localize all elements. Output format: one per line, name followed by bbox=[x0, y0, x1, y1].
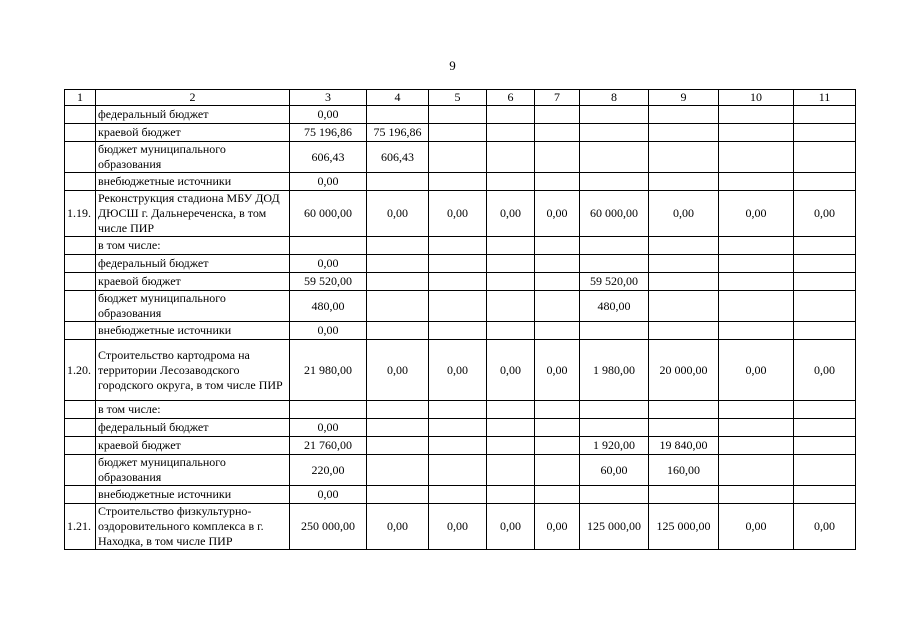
value-cell-col-6 bbox=[487, 486, 535, 504]
value-cell-col-6: 0,00 bbox=[487, 504, 535, 550]
value-cell-col-8 bbox=[580, 142, 649, 173]
column-number-2: 2 bbox=[96, 90, 290, 106]
item-index: 1.20. bbox=[65, 340, 96, 401]
value-cell-col-8: 1 980,00 bbox=[580, 340, 649, 401]
value-cell-col-11 bbox=[794, 291, 856, 322]
value-cell-col-3: 606,43 bbox=[290, 142, 367, 173]
item-index bbox=[65, 106, 96, 124]
value-cell-col-8 bbox=[580, 106, 649, 124]
item-description: Реконструкция стадиона МБУ ДОД ДЮСШ г. Дальнереченска, в том числе ПИР bbox=[96, 191, 290, 237]
value-cell-col-5 bbox=[429, 173, 487, 191]
value-cell-col-3: 0,00 bbox=[290, 486, 367, 504]
value-cell-col-8 bbox=[580, 419, 649, 437]
item-index bbox=[65, 173, 96, 191]
column-number-11: 11 bbox=[794, 90, 856, 106]
value-cell-col-9: 160,00 bbox=[649, 455, 719, 486]
value-cell-col-8 bbox=[580, 255, 649, 273]
value-cell-col-6 bbox=[487, 322, 535, 340]
item-description: Строительство физкультурно-оздоровительного комплекса в г. Находка, в том числе ПИР bbox=[96, 504, 290, 550]
value-cell-col-5 bbox=[429, 419, 487, 437]
table-row bbox=[65, 191, 856, 237]
value-cell-col-10 bbox=[719, 291, 794, 322]
value-cell-col-3: 60 000,00 bbox=[290, 191, 367, 237]
table-row bbox=[65, 419, 856, 437]
value-cell-col-5 bbox=[429, 322, 487, 340]
value-cell-col-6 bbox=[487, 291, 535, 322]
value-cell-col-6 bbox=[487, 419, 535, 437]
value-cell-col-6 bbox=[487, 255, 535, 273]
value-cell-col-10: 0,00 bbox=[719, 191, 794, 237]
value-cell-col-5 bbox=[429, 124, 487, 142]
value-cell-col-5 bbox=[429, 401, 487, 419]
table-row bbox=[65, 237, 856, 255]
value-cell-col-9 bbox=[649, 142, 719, 173]
table-row bbox=[65, 340, 856, 401]
item-description: федеральный бюджет bbox=[96, 419, 290, 437]
value-cell-col-5: 0,00 bbox=[429, 504, 487, 550]
value-cell-col-4 bbox=[367, 455, 429, 486]
value-cell-col-10: 0,00 bbox=[719, 504, 794, 550]
item-index bbox=[65, 322, 96, 340]
value-cell-col-9: 20 000,00 bbox=[649, 340, 719, 401]
item-index bbox=[65, 237, 96, 255]
item-index bbox=[65, 437, 96, 455]
item-index bbox=[65, 124, 96, 142]
value-cell-col-6 bbox=[487, 237, 535, 255]
value-cell-col-3: 220,00 bbox=[290, 455, 367, 486]
value-cell-col-4: 0,00 bbox=[367, 504, 429, 550]
item-index: 1.19. bbox=[65, 191, 96, 237]
page-number: 9 bbox=[449, 58, 456, 73]
value-cell-col-5 bbox=[429, 273, 487, 291]
item-description: краевой бюджет bbox=[96, 124, 290, 142]
table-row bbox=[65, 173, 856, 191]
item-index bbox=[65, 142, 96, 173]
value-cell-col-6: 0,00 bbox=[487, 191, 535, 237]
value-cell-col-10 bbox=[719, 237, 794, 255]
value-cell-col-9 bbox=[649, 273, 719, 291]
value-cell-col-6 bbox=[487, 124, 535, 142]
value-cell-col-7 bbox=[535, 142, 580, 173]
item-description: внебюджетные источники bbox=[96, 322, 290, 340]
value-cell-col-7 bbox=[535, 322, 580, 340]
value-cell-col-6 bbox=[487, 401, 535, 419]
item-index bbox=[65, 455, 96, 486]
value-cell-col-10 bbox=[719, 486, 794, 504]
table-row bbox=[65, 255, 856, 273]
value-cell-col-4 bbox=[367, 255, 429, 273]
item-index bbox=[65, 401, 96, 419]
item-index bbox=[65, 273, 96, 291]
value-cell-col-8 bbox=[580, 401, 649, 419]
table-header-row bbox=[65, 90, 856, 106]
value-cell-col-9: 19 840,00 bbox=[649, 437, 719, 455]
value-cell-col-3: 250 000,00 bbox=[290, 504, 367, 550]
table-row bbox=[65, 401, 856, 419]
value-cell-col-3: 0,00 bbox=[290, 255, 367, 273]
value-cell-col-5 bbox=[429, 437, 487, 455]
value-cell-col-7 bbox=[535, 437, 580, 455]
value-cell-col-10 bbox=[719, 455, 794, 486]
value-cell-col-7: 0,00 bbox=[535, 340, 580, 401]
value-cell-col-11: 0,00 bbox=[794, 340, 856, 401]
value-cell-col-4 bbox=[367, 437, 429, 455]
value-cell-col-4: 606,43 bbox=[367, 142, 429, 173]
value-cell-col-6 bbox=[487, 106, 535, 124]
value-cell-col-9 bbox=[649, 291, 719, 322]
value-cell-col-4 bbox=[367, 486, 429, 504]
value-cell-col-7: 0,00 bbox=[535, 191, 580, 237]
value-cell-col-3: 0,00 bbox=[290, 419, 367, 437]
item-index bbox=[65, 419, 96, 437]
value-cell-col-10 bbox=[719, 255, 794, 273]
value-cell-col-5 bbox=[429, 486, 487, 504]
table-row bbox=[65, 455, 856, 486]
value-cell-col-11: 0,00 bbox=[794, 191, 856, 237]
value-cell-col-4: 75 196,86 bbox=[367, 124, 429, 142]
item-index bbox=[65, 291, 96, 322]
value-cell-col-9 bbox=[649, 124, 719, 142]
value-cell-col-4: 0,00 bbox=[367, 191, 429, 237]
item-description: в том числе: bbox=[96, 401, 290, 419]
value-cell-col-6 bbox=[487, 437, 535, 455]
value-cell-col-5 bbox=[429, 291, 487, 322]
value-cell-col-7 bbox=[535, 419, 580, 437]
value-cell-col-10: 0,00 bbox=[719, 340, 794, 401]
table-row bbox=[65, 504, 856, 550]
value-cell-col-11 bbox=[794, 419, 856, 437]
value-cell-col-9: 125 000,00 bbox=[649, 504, 719, 550]
value-cell-col-8: 480,00 bbox=[580, 291, 649, 322]
table-row bbox=[65, 486, 856, 504]
value-cell-col-10 bbox=[719, 124, 794, 142]
value-cell-col-11 bbox=[794, 401, 856, 419]
value-cell-col-11 bbox=[794, 486, 856, 504]
value-cell-col-7 bbox=[535, 237, 580, 255]
value-cell-col-3 bbox=[290, 401, 367, 419]
value-cell-col-4 bbox=[367, 173, 429, 191]
value-cell-col-4 bbox=[367, 237, 429, 255]
item-index bbox=[65, 255, 96, 273]
value-cell-col-7 bbox=[535, 455, 580, 486]
value-cell-col-6 bbox=[487, 273, 535, 291]
value-cell-col-8: 59 520,00 bbox=[580, 273, 649, 291]
value-cell-col-8: 125 000,00 bbox=[580, 504, 649, 550]
value-cell-col-5 bbox=[429, 142, 487, 173]
value-cell-col-3 bbox=[290, 237, 367, 255]
column-number-4: 4 bbox=[367, 90, 429, 106]
value-cell-col-7: 0,00 bbox=[535, 504, 580, 550]
value-cell-col-11 bbox=[794, 237, 856, 255]
value-cell-col-7 bbox=[535, 173, 580, 191]
value-cell-col-11 bbox=[794, 124, 856, 142]
value-cell-col-8 bbox=[580, 486, 649, 504]
value-cell-col-5: 0,00 bbox=[429, 340, 487, 401]
value-cell-col-10 bbox=[719, 106, 794, 124]
value-cell-col-11 bbox=[794, 142, 856, 173]
table-row bbox=[65, 437, 856, 455]
value-cell-col-3: 21 980,00 bbox=[290, 340, 367, 401]
value-cell-col-3: 59 520,00 bbox=[290, 273, 367, 291]
table-row bbox=[65, 124, 856, 142]
item-description: внебюджетные источники bbox=[96, 486, 290, 504]
value-cell-col-5 bbox=[429, 106, 487, 124]
value-cell-col-11 bbox=[794, 255, 856, 273]
value-cell-col-8 bbox=[580, 237, 649, 255]
table-row bbox=[65, 142, 856, 173]
table-row bbox=[65, 273, 856, 291]
value-cell-col-9 bbox=[649, 173, 719, 191]
item-description: внебюджетные источники bbox=[96, 173, 290, 191]
value-cell-col-6 bbox=[487, 142, 535, 173]
value-cell-col-3: 0,00 bbox=[290, 173, 367, 191]
value-cell-col-5 bbox=[429, 455, 487, 486]
value-cell-col-4 bbox=[367, 419, 429, 437]
column-number-6: 6 bbox=[487, 90, 535, 106]
value-cell-col-4 bbox=[367, 322, 429, 340]
value-cell-col-7 bbox=[535, 106, 580, 124]
item-description: бюджет муниципального образования bbox=[96, 142, 290, 173]
column-number-3: 3 bbox=[290, 90, 367, 106]
column-number-9: 9 bbox=[649, 90, 719, 106]
value-cell-col-11 bbox=[794, 173, 856, 191]
value-cell-col-6: 0,00 bbox=[487, 340, 535, 401]
value-cell-col-4 bbox=[367, 291, 429, 322]
value-cell-col-10 bbox=[719, 322, 794, 340]
value-cell-col-9: 0,00 bbox=[649, 191, 719, 237]
value-cell-col-7 bbox=[535, 255, 580, 273]
value-cell-col-10 bbox=[719, 401, 794, 419]
value-cell-col-10 bbox=[719, 173, 794, 191]
value-cell-col-11 bbox=[794, 437, 856, 455]
value-cell-col-3: 480,00 bbox=[290, 291, 367, 322]
item-description: в том числе: bbox=[96, 237, 290, 255]
value-cell-col-9 bbox=[649, 255, 719, 273]
value-cell-col-6 bbox=[487, 455, 535, 486]
value-cell-col-9 bbox=[649, 401, 719, 419]
value-cell-col-4 bbox=[367, 401, 429, 419]
value-cell-col-4 bbox=[367, 273, 429, 291]
value-cell-col-5 bbox=[429, 255, 487, 273]
value-cell-col-10 bbox=[719, 437, 794, 455]
value-cell-col-10 bbox=[719, 273, 794, 291]
budget-table bbox=[64, 89, 856, 550]
value-cell-col-11: 0,00 bbox=[794, 504, 856, 550]
value-cell-col-11 bbox=[794, 273, 856, 291]
value-cell-col-5 bbox=[429, 237, 487, 255]
value-cell-col-7 bbox=[535, 124, 580, 142]
table-row bbox=[65, 106, 856, 124]
value-cell-col-11 bbox=[794, 106, 856, 124]
column-number-10: 10 bbox=[719, 90, 794, 106]
value-cell-col-4: 0,00 bbox=[367, 340, 429, 401]
value-cell-col-9 bbox=[649, 486, 719, 504]
value-cell-col-8 bbox=[580, 124, 649, 142]
value-cell-col-8: 1 920,00 bbox=[580, 437, 649, 455]
value-cell-col-3: 75 196,86 bbox=[290, 124, 367, 142]
item-description: федеральный бюджет bbox=[96, 255, 290, 273]
column-number-1: 1 bbox=[65, 90, 96, 106]
value-cell-col-9 bbox=[649, 322, 719, 340]
value-cell-col-8: 60 000,00 bbox=[580, 191, 649, 237]
column-number-7: 7 bbox=[535, 90, 580, 106]
table-row bbox=[65, 322, 856, 340]
value-cell-col-8: 60,00 bbox=[580, 455, 649, 486]
value-cell-col-4 bbox=[367, 106, 429, 124]
value-cell-col-7 bbox=[535, 486, 580, 504]
column-number-5: 5 bbox=[429, 90, 487, 106]
table-row bbox=[65, 291, 856, 322]
value-cell-col-11 bbox=[794, 322, 856, 340]
value-cell-col-10 bbox=[719, 419, 794, 437]
value-cell-col-9 bbox=[649, 419, 719, 437]
value-cell-col-10 bbox=[719, 142, 794, 173]
value-cell-col-9 bbox=[649, 237, 719, 255]
item-description: бюджет муниципального образования bbox=[96, 455, 290, 486]
value-cell-col-11 bbox=[794, 455, 856, 486]
value-cell-col-7 bbox=[535, 401, 580, 419]
value-cell-col-6 bbox=[487, 173, 535, 191]
item-description: Строительство картодрома на территории Лесозаводского городского округа, в том числе ПИР bbox=[96, 340, 290, 401]
value-cell-col-3: 21 760,00 bbox=[290, 437, 367, 455]
item-description: краевой бюджет bbox=[96, 273, 290, 291]
item-index bbox=[65, 486, 96, 504]
value-cell-col-7 bbox=[535, 273, 580, 291]
item-description: федеральный бюджет bbox=[96, 106, 290, 124]
value-cell-col-8 bbox=[580, 173, 649, 191]
value-cell-col-3: 0,00 bbox=[290, 322, 367, 340]
item-description: бюджет муниципального образования bbox=[96, 291, 290, 322]
value-cell-col-8 bbox=[580, 322, 649, 340]
value-cell-col-5: 0,00 bbox=[429, 191, 487, 237]
value-cell-col-3: 0,00 bbox=[290, 106, 367, 124]
item-description: краевой бюджет bbox=[96, 437, 290, 455]
value-cell-col-7 bbox=[535, 291, 580, 322]
value-cell-col-9 bbox=[649, 106, 719, 124]
column-number-8: 8 bbox=[580, 90, 649, 106]
item-index: 1.21. bbox=[65, 504, 96, 550]
